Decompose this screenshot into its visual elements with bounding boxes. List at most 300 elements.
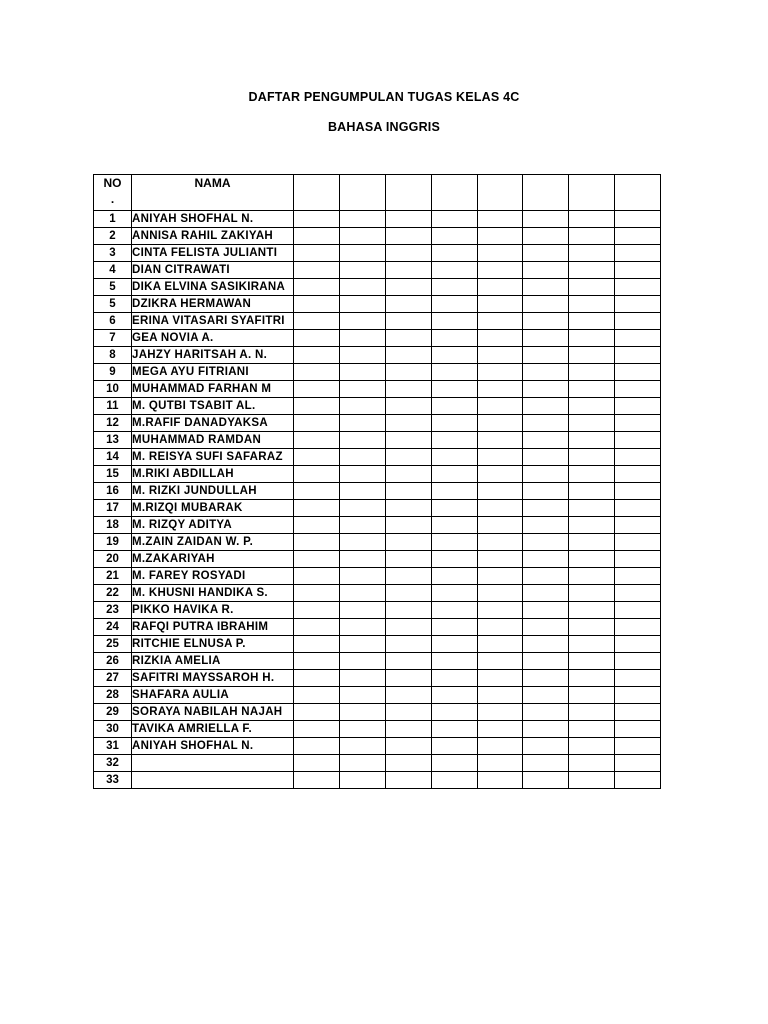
- task-cell: [523, 534, 569, 551]
- task-cell: [431, 636, 477, 653]
- task-cell: [523, 687, 569, 704]
- task-cell: [569, 772, 615, 789]
- task-cell: [431, 296, 477, 313]
- task-cell: [339, 330, 385, 347]
- task-cell: [294, 670, 340, 687]
- task-cell: [385, 534, 431, 551]
- task-cell: [569, 534, 615, 551]
- task-cell: [431, 755, 477, 772]
- row-number: 10: [94, 381, 132, 398]
- task-cell: [385, 330, 431, 347]
- task-cell: [431, 330, 477, 347]
- task-cell: [339, 772, 385, 789]
- row-number: 29: [94, 704, 132, 721]
- task-cell: [569, 364, 615, 381]
- row-number: 31: [94, 738, 132, 755]
- row-number: 5: [94, 296, 132, 313]
- task-cell: [339, 313, 385, 330]
- header-task-4: [431, 175, 477, 211]
- header-task-3: [385, 175, 431, 211]
- task-cell: [294, 772, 340, 789]
- task-cell: [523, 721, 569, 738]
- task-cell: [523, 772, 569, 789]
- task-cell: [523, 245, 569, 262]
- table-row: [94, 330, 661, 347]
- student-name: M.ZAKARIYAH: [132, 551, 294, 568]
- task-cell: [615, 466, 661, 483]
- row-number: 13: [94, 432, 132, 449]
- task-cell: [339, 670, 385, 687]
- task-cell: [385, 721, 431, 738]
- task-cell: [569, 687, 615, 704]
- row-number: 19: [94, 534, 132, 551]
- task-cell: [615, 296, 661, 313]
- row-number: 14: [94, 449, 132, 466]
- table-row: [94, 483, 661, 500]
- task-cell: [339, 517, 385, 534]
- task-cell: [523, 585, 569, 602]
- task-cell: [294, 296, 340, 313]
- row-number: 11: [94, 398, 132, 415]
- task-cell: [431, 619, 477, 636]
- task-cell: [294, 534, 340, 551]
- task-cell: [294, 653, 340, 670]
- task-cell: [523, 449, 569, 466]
- student-name: [132, 772, 294, 789]
- task-cell: [523, 670, 569, 687]
- table-row: [94, 415, 661, 432]
- table-row: [94, 568, 661, 585]
- student-name: M. RIZQY ADITYA: [132, 517, 294, 534]
- task-cell: [477, 687, 523, 704]
- task-cell: [477, 483, 523, 500]
- table-row: [94, 347, 661, 364]
- student-name: M. KHUSNI HANDIKA S.: [132, 585, 294, 602]
- task-cell: [615, 653, 661, 670]
- task-cell: [385, 466, 431, 483]
- task-cell: [615, 415, 661, 432]
- task-cell: [339, 415, 385, 432]
- table-row: [94, 432, 661, 449]
- task-cell: [523, 755, 569, 772]
- table-row: [94, 687, 661, 704]
- task-cell: [523, 415, 569, 432]
- task-cell: [523, 483, 569, 500]
- row-number: 27: [94, 670, 132, 687]
- student-name: ANIYAH SHOFHAL N.: [132, 211, 294, 228]
- task-cell: [385, 381, 431, 398]
- row-number: 4: [94, 262, 132, 279]
- task-cell: [294, 466, 340, 483]
- task-cell: [385, 211, 431, 228]
- task-cell: [569, 551, 615, 568]
- task-cell: [294, 585, 340, 602]
- task-cell: [615, 755, 661, 772]
- task-cell: [477, 330, 523, 347]
- task-cell: [477, 381, 523, 398]
- task-cell: [477, 670, 523, 687]
- task-cell: [523, 364, 569, 381]
- task-cell: [294, 449, 340, 466]
- task-cell: [569, 262, 615, 279]
- task-cell: [615, 602, 661, 619]
- task-cell: [339, 636, 385, 653]
- task-cell: [523, 704, 569, 721]
- table-row: [94, 449, 661, 466]
- row-number: 23: [94, 602, 132, 619]
- student-name: PIKKO HAVIKA R.: [132, 602, 294, 619]
- task-cell: [431, 551, 477, 568]
- task-cell: [339, 296, 385, 313]
- student-name: M.RIKI ABDILLAH: [132, 466, 294, 483]
- task-cell: [431, 228, 477, 245]
- task-cell: [615, 568, 661, 585]
- task-cell: [385, 687, 431, 704]
- task-cell: [615, 483, 661, 500]
- task-cell: [569, 347, 615, 364]
- task-cell: [477, 721, 523, 738]
- table-row: [94, 398, 661, 415]
- task-cell: [385, 653, 431, 670]
- task-cell: [523, 381, 569, 398]
- task-cell: [385, 619, 431, 636]
- table-body: [94, 211, 661, 789]
- task-cell: [385, 636, 431, 653]
- task-cell: [431, 670, 477, 687]
- student-name: GEA NOVIA A.: [132, 330, 294, 347]
- task-cell: [615, 534, 661, 551]
- task-cell: [615, 772, 661, 789]
- task-cell: [477, 364, 523, 381]
- task-cell: [477, 415, 523, 432]
- task-cell: [385, 483, 431, 500]
- student-name: M.RIZQI MUBARAK: [132, 500, 294, 517]
- task-cell: [477, 279, 523, 296]
- task-cell: [431, 483, 477, 500]
- task-cell: [294, 687, 340, 704]
- task-cell: [385, 670, 431, 687]
- row-number: 5: [94, 279, 132, 296]
- task-cell: [339, 432, 385, 449]
- task-cell: [385, 279, 431, 296]
- task-cell: [569, 228, 615, 245]
- task-cell: [339, 653, 385, 670]
- table-row: [94, 755, 661, 772]
- task-cell: [385, 364, 431, 381]
- task-cell: [294, 347, 340, 364]
- task-cell: [523, 228, 569, 245]
- task-cell: [615, 279, 661, 296]
- task-cell: [339, 347, 385, 364]
- task-cell: [615, 721, 661, 738]
- table-row: [94, 772, 661, 789]
- task-cell: [477, 534, 523, 551]
- task-cell: [294, 704, 340, 721]
- row-number: 6: [94, 313, 132, 330]
- task-cell: [431, 687, 477, 704]
- task-cell: [477, 211, 523, 228]
- task-cell: [339, 568, 385, 585]
- row-number: 28: [94, 687, 132, 704]
- task-cell: [615, 687, 661, 704]
- student-name: TAVIKA AMRIELLA F.: [132, 721, 294, 738]
- student-name: RIZKIA AMELIA: [132, 653, 294, 670]
- task-cell: [385, 738, 431, 755]
- task-cell: [615, 585, 661, 602]
- task-cell: [385, 228, 431, 245]
- task-cell: [523, 602, 569, 619]
- task-cell: [431, 364, 477, 381]
- task-cell: [569, 313, 615, 330]
- task-cell: [294, 364, 340, 381]
- row-number: 20: [94, 551, 132, 568]
- task-cell: [339, 585, 385, 602]
- table-row: [94, 602, 661, 619]
- task-cell: [385, 415, 431, 432]
- row-number: 22: [94, 585, 132, 602]
- task-cell: [431, 772, 477, 789]
- row-number: 7: [94, 330, 132, 347]
- task-cell: [431, 585, 477, 602]
- student-name: CINTA FELISTA JULIANTI: [132, 245, 294, 262]
- table-row: [94, 296, 661, 313]
- task-cell: [294, 432, 340, 449]
- table-row: [94, 585, 661, 602]
- task-cell: [477, 653, 523, 670]
- task-cell: [523, 466, 569, 483]
- task-cell: [431, 517, 477, 534]
- header-task-2: [339, 175, 385, 211]
- task-cell: [569, 755, 615, 772]
- task-cell: [569, 568, 615, 585]
- task-cell: [569, 415, 615, 432]
- task-cell: [569, 670, 615, 687]
- student-name: ANIYAH SHOFHAL N.: [132, 738, 294, 755]
- task-cell: [523, 432, 569, 449]
- student-name: SAFITRI MAYSSAROH H.: [132, 670, 294, 687]
- task-cell: [477, 602, 523, 619]
- task-cell: [339, 211, 385, 228]
- task-cell: [615, 704, 661, 721]
- task-cell: [615, 449, 661, 466]
- table-row: [94, 721, 661, 738]
- task-cell: [569, 517, 615, 534]
- task-cell: [431, 432, 477, 449]
- task-cell: [385, 245, 431, 262]
- student-name: DIKA ELVINA SASIKIRANA: [132, 279, 294, 296]
- task-cell: [431, 704, 477, 721]
- task-cell: [339, 483, 385, 500]
- task-cell: [339, 704, 385, 721]
- task-cell: [431, 738, 477, 755]
- task-cell: [294, 619, 340, 636]
- task-cell: [477, 568, 523, 585]
- task-cell: [523, 296, 569, 313]
- row-number: 18: [94, 517, 132, 534]
- task-cell: [569, 466, 615, 483]
- task-cell: [431, 279, 477, 296]
- task-cell: [339, 364, 385, 381]
- table-row: [94, 262, 661, 279]
- table-row: [94, 670, 661, 687]
- document-title: DAFTAR PENGUMPULAN TUGAS KELAS 4C: [248, 90, 520, 104]
- task-cell: [385, 398, 431, 415]
- task-cell: [294, 602, 340, 619]
- table-row: [94, 381, 661, 398]
- task-cell: [431, 534, 477, 551]
- task-cell: [569, 432, 615, 449]
- student-name: ANNISA RAHIL ZAKIYAH: [132, 228, 294, 245]
- task-cell: [385, 262, 431, 279]
- task-cell: [339, 619, 385, 636]
- student-name: M. REISYA SUFI SAFARAZ: [132, 449, 294, 466]
- task-cell: [339, 738, 385, 755]
- row-number: 1: [94, 211, 132, 228]
- task-cell: [431, 500, 477, 517]
- header-task-1: [294, 175, 340, 211]
- table-row: [94, 653, 661, 670]
- task-cell: [339, 449, 385, 466]
- submission-table: [93, 174, 661, 789]
- task-cell: [294, 636, 340, 653]
- task-cell: [477, 738, 523, 755]
- header-task-7: [569, 175, 615, 211]
- task-cell: [294, 330, 340, 347]
- task-cell: [385, 755, 431, 772]
- task-cell: [615, 432, 661, 449]
- row-number: 30: [94, 721, 132, 738]
- task-cell: [569, 245, 615, 262]
- table-row: [94, 551, 661, 568]
- row-number: 33: [94, 772, 132, 789]
- task-cell: [523, 398, 569, 415]
- task-cell: [477, 262, 523, 279]
- task-cell: [615, 398, 661, 415]
- table-row: [94, 245, 661, 262]
- task-cell: [615, 262, 661, 279]
- task-cell: [569, 296, 615, 313]
- table-row: [94, 619, 661, 636]
- student-name: MEGA AYU FITRIANI: [132, 364, 294, 381]
- task-cell: [294, 415, 340, 432]
- task-cell: [523, 568, 569, 585]
- task-cell: [339, 245, 385, 262]
- row-number: 3: [94, 245, 132, 262]
- task-cell: [615, 636, 661, 653]
- header-task-8: [615, 175, 661, 211]
- student-name: SHAFARA AULIA: [132, 687, 294, 704]
- task-cell: [339, 262, 385, 279]
- task-cell: [523, 279, 569, 296]
- row-number: 32: [94, 755, 132, 772]
- task-cell: [615, 211, 661, 228]
- task-cell: [339, 721, 385, 738]
- task-cell: [294, 568, 340, 585]
- task-cell: [477, 517, 523, 534]
- table-header-row: [94, 175, 661, 211]
- task-cell: [569, 602, 615, 619]
- task-cell: [615, 364, 661, 381]
- task-cell: [569, 585, 615, 602]
- table-row: [94, 466, 661, 483]
- task-cell: [385, 551, 431, 568]
- task-cell: [339, 279, 385, 296]
- task-cell: [477, 313, 523, 330]
- student-name: M. RIZKI JUNDULLAH: [132, 483, 294, 500]
- task-cell: [431, 347, 477, 364]
- student-name: MUHAMMAD RAMDAN: [132, 432, 294, 449]
- table-row: [94, 211, 661, 228]
- task-cell: [294, 500, 340, 517]
- task-cell: [477, 551, 523, 568]
- task-cell: [569, 381, 615, 398]
- task-cell: [569, 636, 615, 653]
- task-cell: [615, 619, 661, 636]
- task-cell: [339, 466, 385, 483]
- task-cell: [294, 755, 340, 772]
- task-cell: [569, 330, 615, 347]
- task-cell: [431, 721, 477, 738]
- task-cell: [569, 653, 615, 670]
- task-cell: [477, 500, 523, 517]
- task-cell: [477, 347, 523, 364]
- task-cell: [615, 551, 661, 568]
- task-cell: [385, 568, 431, 585]
- task-cell: [477, 755, 523, 772]
- task-cell: [615, 228, 661, 245]
- task-cell: [339, 228, 385, 245]
- task-cell: [523, 330, 569, 347]
- task-cell: [477, 704, 523, 721]
- table-row: [94, 228, 661, 245]
- task-cell: [569, 211, 615, 228]
- row-number: 17: [94, 500, 132, 517]
- task-cell: [569, 619, 615, 636]
- task-cell: [569, 721, 615, 738]
- table-row: [94, 517, 661, 534]
- task-cell: [339, 687, 385, 704]
- document-subtitle: BAHASA INGGRIS: [327, 120, 441, 134]
- task-cell: [477, 636, 523, 653]
- task-cell: [339, 500, 385, 517]
- task-cell: [569, 704, 615, 721]
- task-cell: [339, 381, 385, 398]
- task-cell: [477, 619, 523, 636]
- task-cell: [385, 772, 431, 789]
- task-cell: [431, 568, 477, 585]
- student-name: [132, 755, 294, 772]
- task-cell: [523, 500, 569, 517]
- student-name: DIAN CITRAWATI: [132, 262, 294, 279]
- task-cell: [385, 704, 431, 721]
- task-cell: [294, 279, 340, 296]
- task-cell: [385, 585, 431, 602]
- task-cell: [523, 517, 569, 534]
- task-cell: [339, 534, 385, 551]
- task-cell: [431, 245, 477, 262]
- task-cell: [615, 500, 661, 517]
- task-cell: [477, 398, 523, 415]
- task-cell: [385, 449, 431, 466]
- row-number: 24: [94, 619, 132, 636]
- task-cell: [431, 381, 477, 398]
- task-cell: [523, 262, 569, 279]
- task-cell: [431, 262, 477, 279]
- task-cell: [477, 296, 523, 313]
- task-cell: [385, 432, 431, 449]
- task-cell: [615, 347, 661, 364]
- row-number: 8: [94, 347, 132, 364]
